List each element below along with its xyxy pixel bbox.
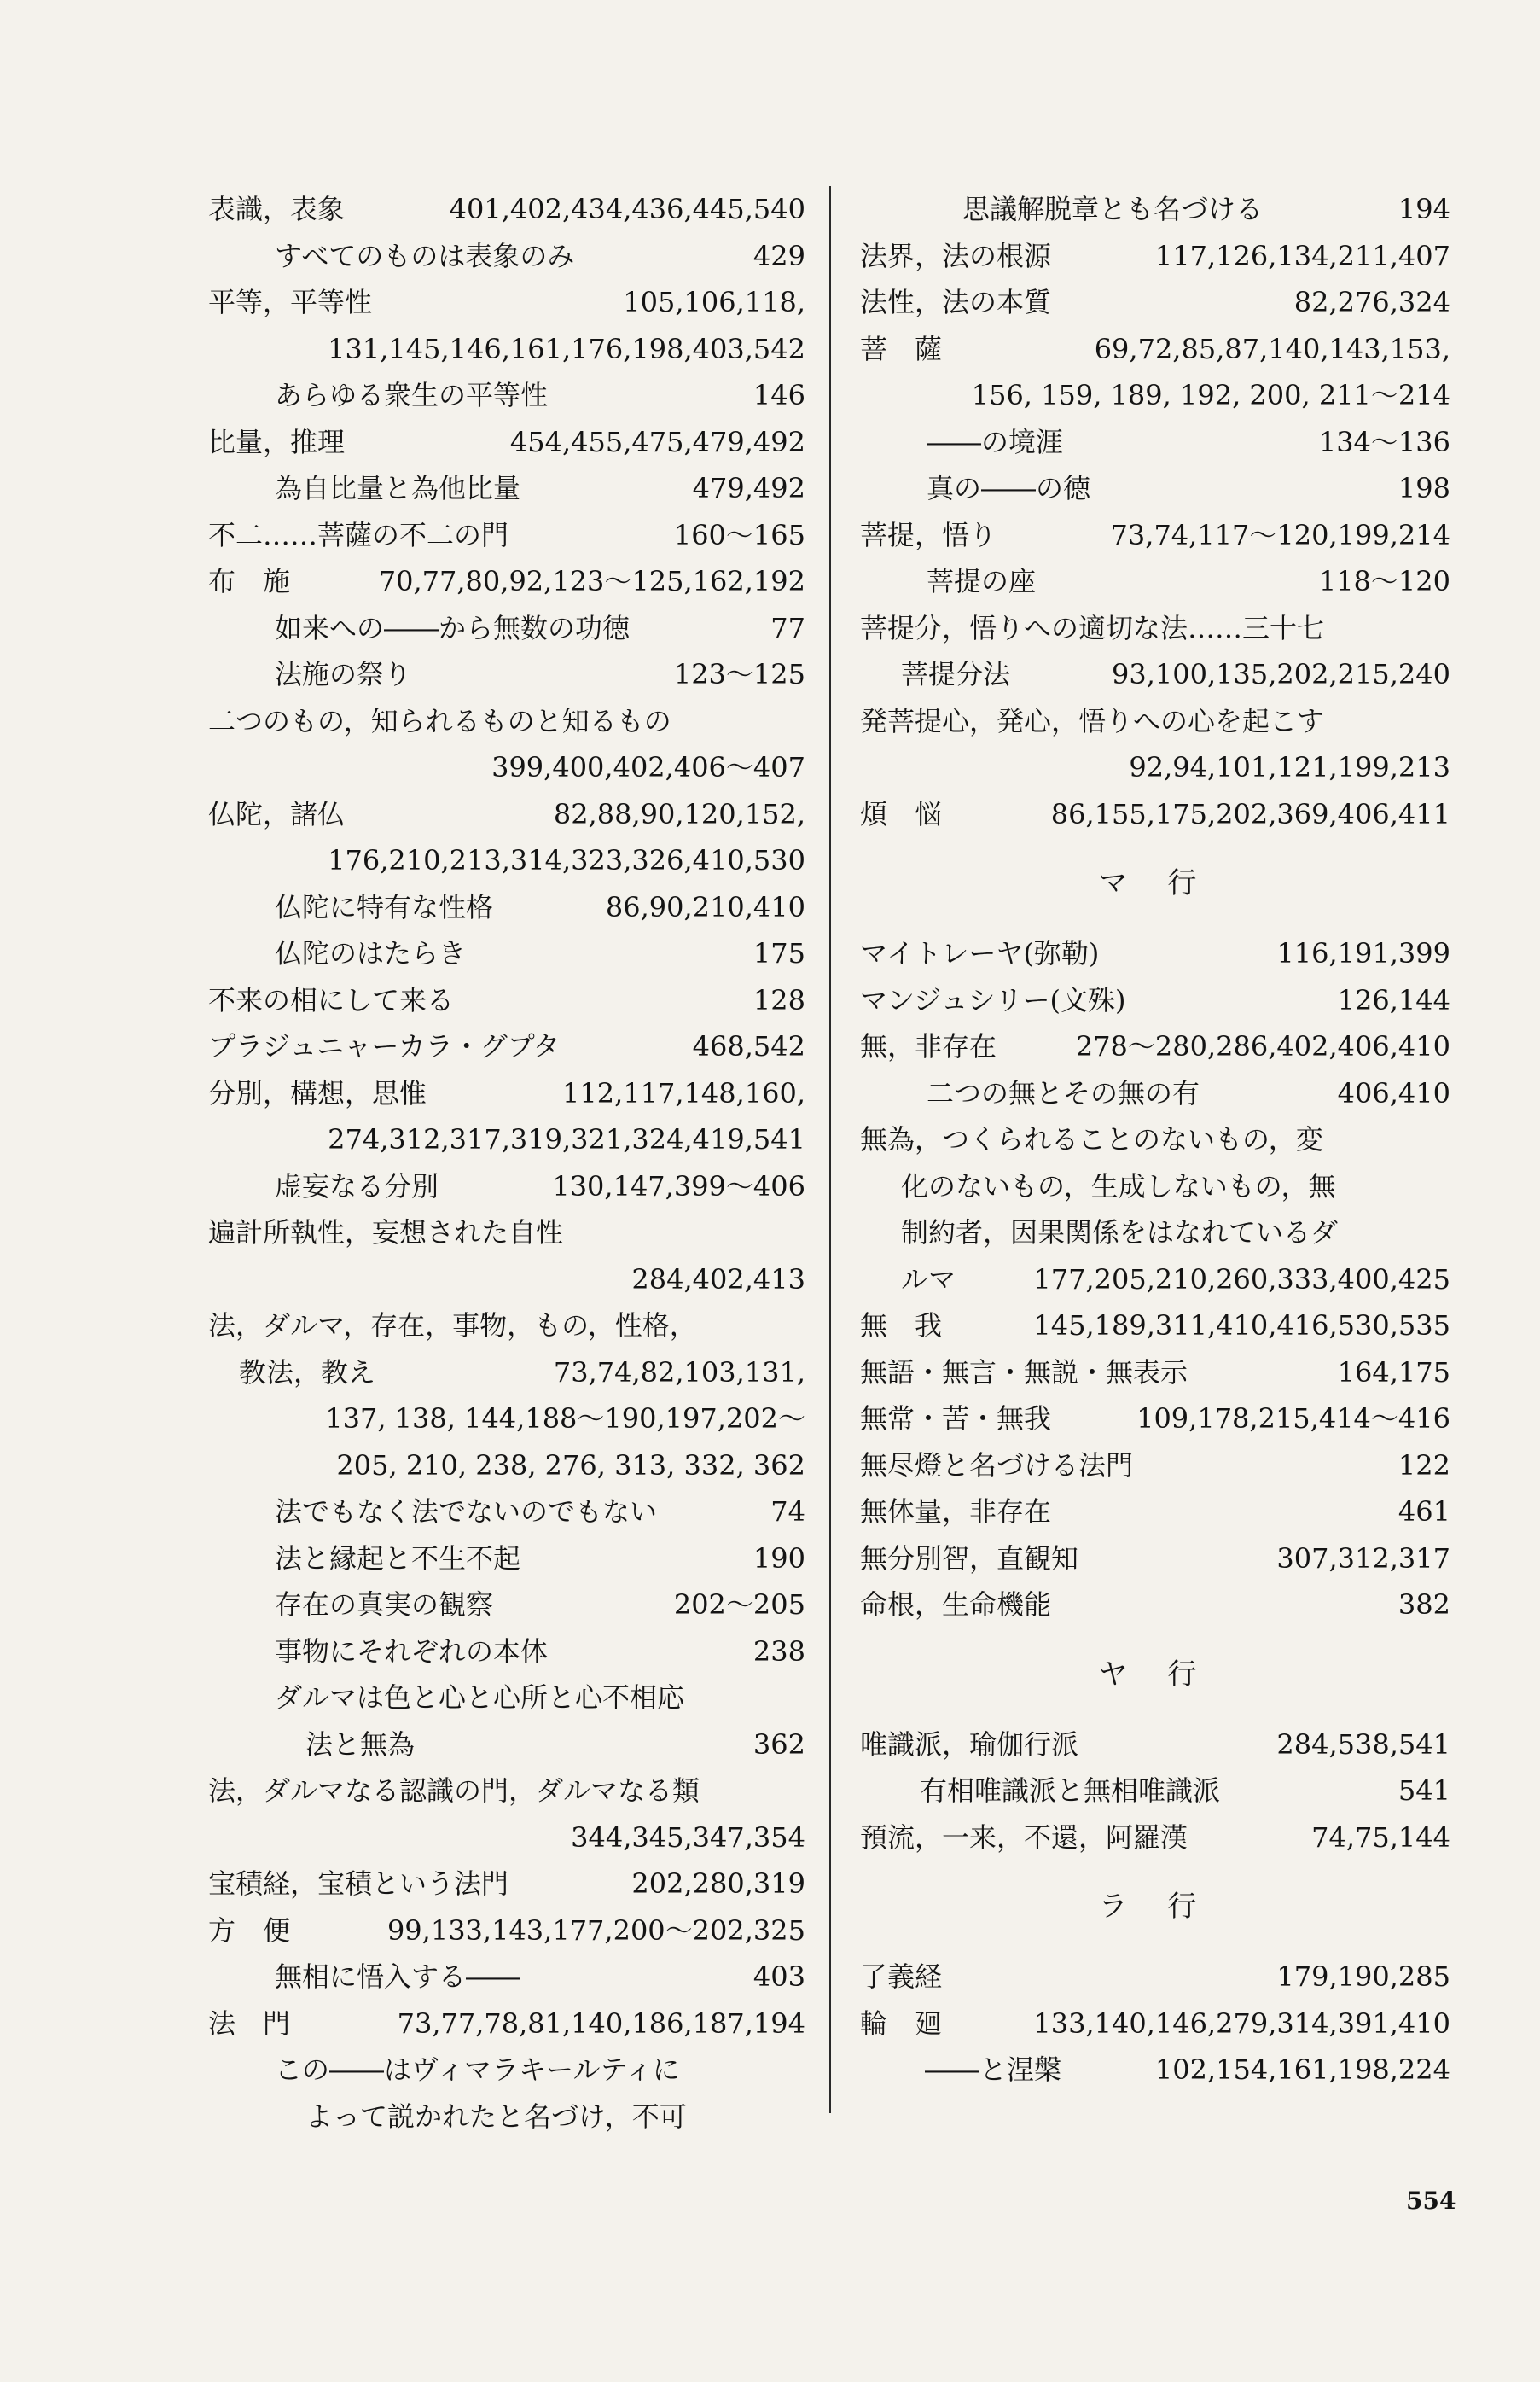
page-refs: 73,74,82,103,131, bbox=[553, 1355, 805, 1389]
index-term: 法でもなく法でないのでもない bbox=[275, 1495, 658, 1528]
index-term: 宝積経，宝積という法門 bbox=[208, 1867, 509, 1900]
index-entry bbox=[860, 279, 1450, 326]
index-term: ルマ bbox=[901, 1262, 956, 1296]
page-refs: 131,145,146,161,176,198,403,542 bbox=[328, 332, 805, 365]
index-term: ――の境涯 bbox=[927, 425, 1064, 458]
index-entry bbox=[208, 1023, 805, 1070]
page-refs: 74 bbox=[770, 1495, 805, 1528]
index-entry bbox=[860, 605, 1450, 652]
index-entry bbox=[860, 791, 1450, 838]
index-term: 不二……菩薩の不二の門 bbox=[208, 518, 509, 551]
page-refs: 156, 159, 189, 192, 200, 211〜214 bbox=[971, 379, 1450, 411]
page-refs: 202〜205 bbox=[673, 1588, 805, 1621]
index-entry bbox=[208, 2001, 805, 2047]
index-entry bbox=[208, 1861, 805, 1907]
index-entry bbox=[860, 1768, 1450, 1814]
index-entry bbox=[208, 2047, 805, 2094]
index-entry bbox=[208, 698, 805, 745]
index-entry bbox=[860, 233, 1450, 280]
index-entry bbox=[860, 744, 1450, 791]
index-column-left bbox=[208, 186, 805, 2140]
index-term: 煩 悩 bbox=[860, 797, 943, 830]
index-entry bbox=[860, 1070, 1450, 1117]
index-entry bbox=[860, 1302, 1450, 1349]
page-refs: 307,312,317 bbox=[1276, 1541, 1450, 1575]
page-refs: 137, 138, 144,188〜190,197,202〜 bbox=[325, 1402, 805, 1435]
index-term: 菩 薩 bbox=[860, 332, 943, 365]
index-term: 仏陀のはたらき bbox=[275, 937, 467, 970]
index-term: 了義経 bbox=[860, 1960, 943, 1993]
page-refs: 99,133,143,177,200〜202,325 bbox=[386, 1913, 805, 1947]
index-term: 分別，構想，思惟 bbox=[208, 1076, 427, 1109]
index-term: 遍計所執性，妄想された自性 bbox=[208, 1216, 564, 1249]
index-entry bbox=[208, 1581, 805, 1628]
index-entry bbox=[860, 1721, 1450, 1768]
index-entry bbox=[208, 419, 805, 466]
index-entry bbox=[208, 1814, 805, 1861]
page-refs: 105,106,118, bbox=[623, 286, 805, 318]
index-entry bbox=[860, 1395, 1450, 1442]
page-refs: 102,154,161,198,224 bbox=[1154, 2053, 1450, 2086]
page-refs: 92,94,101,121,199,213 bbox=[1129, 751, 1450, 783]
page-refs: 179,190,285 bbox=[1276, 1960, 1450, 1993]
page-refs: 86,90,210,410 bbox=[605, 890, 805, 923]
page-refs: 401,402,434,436,445,540 bbox=[449, 193, 805, 225]
index-term: すべてのものは表象のみ bbox=[275, 239, 575, 272]
page-refs: 429 bbox=[753, 239, 805, 272]
page-refs: 344,345,347,354 bbox=[571, 1820, 805, 1854]
index-term: 法と無為 bbox=[305, 1727, 416, 1761]
index-term: 唯識派，瑜伽行派 bbox=[860, 1727, 1079, 1761]
page-refs: 479,492 bbox=[692, 472, 805, 504]
index-entry bbox=[860, 698, 1450, 745]
index-entry bbox=[208, 2094, 805, 2140]
index-entry bbox=[208, 1907, 805, 1954]
page-refs: 190 bbox=[753, 1541, 805, 1575]
index-entry bbox=[208, 326, 805, 373]
index-term: 法界，法の根源 bbox=[860, 239, 1052, 272]
index-entry bbox=[860, 1209, 1450, 1256]
index-entry bbox=[860, 465, 1450, 512]
index-term: 教法，教え bbox=[239, 1355, 376, 1389]
index-entry bbox=[208, 1488, 805, 1535]
page-refs: 278〜280,286,402,406,410 bbox=[1075, 1030, 1450, 1063]
index-term: 法施の祭り bbox=[275, 658, 412, 690]
index-entry bbox=[860, 326, 1450, 373]
index-entry bbox=[208, 1349, 805, 1396]
index-term: 菩提，悟り bbox=[860, 518, 997, 551]
index-term: 化のないもの，生成しないもの，無 bbox=[901, 1169, 1336, 1203]
index-entry bbox=[208, 1721, 805, 1768]
index-entry bbox=[208, 744, 805, 791]
index-term: 菩提分法 bbox=[901, 658, 1011, 690]
page-refs: 123〜125 bbox=[673, 658, 805, 690]
page-refs: 164,175 bbox=[1337, 1355, 1450, 1389]
index-entry bbox=[860, 1581, 1450, 1628]
index-term: 法性，法の本質 bbox=[860, 286, 1052, 318]
index-term: 事物にそれぞれの本体 bbox=[275, 1634, 549, 1668]
index-entry bbox=[208, 279, 805, 326]
index-term: 二つのもの，知られるものと知るもの bbox=[208, 704, 671, 737]
section-heading: ヤ 行 bbox=[1098, 1657, 1212, 1692]
index-entry bbox=[208, 1628, 805, 1675]
page-refs: 382 bbox=[1398, 1588, 1450, 1621]
index-term: 存在の真実の観察 bbox=[275, 1588, 494, 1621]
page-refs: 70,77,80,92,123〜125,162,192 bbox=[378, 565, 805, 597]
page-refs: 145,189,311,410,416,530,535 bbox=[1033, 1309, 1450, 1342]
index-term: 預流，一来，不還，阿羅漢 bbox=[860, 1820, 1188, 1854]
section-heading: ラ 行 bbox=[1098, 1890, 1212, 1924]
index-term: 法と縁起と不生不起 bbox=[275, 1541, 521, 1575]
index-column-right bbox=[860, 186, 1450, 2094]
index-entry bbox=[208, 186, 805, 233]
index-term: プラジュニャーカラ・グプタ bbox=[208, 1030, 561, 1063]
index-entry bbox=[208, 1768, 805, 1814]
page-refs: 176,210,213,314,323,326,410,530 bbox=[328, 844, 805, 877]
page-refs: 118〜120 bbox=[1318, 565, 1450, 597]
page-number: 554 bbox=[1406, 2187, 1456, 2215]
index-entry bbox=[208, 1163, 805, 1210]
index-entry bbox=[860, 1954, 1450, 2001]
index-entry bbox=[208, 1116, 805, 1163]
index-term: 無体量，非存在 bbox=[860, 1495, 1052, 1528]
index-entry bbox=[208, 1442, 805, 1489]
index-term: 二つの無とその無の有 bbox=[927, 1076, 1200, 1109]
index-entry bbox=[208, 1302, 805, 1349]
index-term: 発菩提心，発心，悟りへの心を起こす bbox=[860, 704, 1325, 737]
index-term: 比量，推理 bbox=[208, 425, 346, 458]
index-term: ――と涅槃 bbox=[925, 2053, 1062, 2086]
index-term: 無 我 bbox=[860, 1309, 943, 1342]
index-entry bbox=[860, 419, 1450, 466]
column-divider bbox=[829, 186, 831, 2113]
index-entry bbox=[208, 837, 805, 884]
index-term: 表識，表象 bbox=[208, 193, 346, 225]
index-term: よって説かれたと名づけ，不可 bbox=[305, 2100, 687, 2133]
page-refs: 69,72,85,87,140,143,153, bbox=[1094, 332, 1450, 365]
index-term: 菩提の座 bbox=[927, 565, 1037, 597]
page-refs: 175 bbox=[753, 937, 805, 970]
page-refs: 122 bbox=[1398, 1448, 1450, 1482]
index-term: 法 門 bbox=[208, 2006, 291, 2040]
page-refs: 109,178,215,414〜416 bbox=[1136, 1402, 1450, 1435]
page-refs: 406,410 bbox=[1337, 1076, 1450, 1109]
index-term: 無尽燈と名づける法門 bbox=[860, 1448, 1134, 1482]
index-entry bbox=[208, 1954, 805, 2001]
page-refs: 86,155,175,202,369,406,411 bbox=[1050, 797, 1450, 830]
index-entry bbox=[208, 1209, 805, 1256]
index-entry bbox=[208, 1674, 805, 1721]
index-entry bbox=[860, 2001, 1450, 2047]
index-entry bbox=[860, 651, 1450, 698]
index-entry bbox=[208, 1070, 805, 1117]
page-refs: 112,117,148,160, bbox=[562, 1076, 805, 1109]
index-term: 無，非存在 bbox=[860, 1030, 997, 1063]
index-term: 菩提分，悟りへの適切な法……三十七 bbox=[860, 611, 1325, 644]
index-term: 平等，平等性 bbox=[208, 286, 373, 318]
page-refs: 362 bbox=[753, 1727, 805, 1761]
page-refs: 202,280,319 bbox=[631, 1867, 805, 1900]
index-entry bbox=[208, 233, 805, 280]
index-entry bbox=[208, 558, 805, 605]
page-refs: 177,205,210,260,333,400,425 bbox=[1033, 1262, 1450, 1296]
page-refs: 468,542 bbox=[692, 1030, 805, 1063]
index-entry bbox=[208, 605, 805, 652]
index-term: 布 施 bbox=[208, 565, 291, 597]
page-refs: 238 bbox=[753, 1634, 805, 1668]
index-term: 輪 廻 bbox=[860, 2006, 943, 2040]
index-term: ダルマは色と心と心所と心不相応 bbox=[275, 1681, 685, 1714]
page-refs: 403 bbox=[753, 1960, 805, 1993]
page-refs: 205, 210, 238, 276, 313, 332, 362 bbox=[336, 1448, 805, 1482]
index-term: 法，ダルマなる認識の門，ダルマなる類 bbox=[208, 1774, 700, 1807]
page-refs: 93,100,135,202,215,240 bbox=[1112, 658, 1450, 690]
page-refs: 134〜136 bbox=[1318, 425, 1450, 458]
page-refs: 274,312,317,319,321,324,419,541 bbox=[328, 1123, 805, 1156]
page-refs: 194 bbox=[1398, 193, 1450, 225]
index-term: 無常・苦・無我 bbox=[860, 1402, 1052, 1435]
page-refs: 133,140,146,279,314,391,410 bbox=[1033, 2006, 1450, 2040]
index-term: 無為，つくられることのないもの，変 bbox=[860, 1123, 1323, 1156]
index-term: 思議解脱章とも名づける bbox=[962, 193, 1264, 225]
index-term: 命根，生命機能 bbox=[860, 1588, 1052, 1621]
index-entry bbox=[860, 930, 1450, 977]
page-refs: 74,75,144 bbox=[1311, 1820, 1450, 1854]
index-entry bbox=[208, 372, 805, 419]
index-entry bbox=[208, 1256, 805, 1303]
page-refs: 82,88,90,120,152, bbox=[553, 797, 805, 830]
page-refs: 116,191,399 bbox=[1276, 937, 1450, 970]
page-refs: 130,147,399〜406 bbox=[552, 1169, 805, 1203]
page-refs: 454,455,475,479,492 bbox=[509, 425, 805, 458]
index-entry bbox=[860, 1023, 1450, 1070]
index-term: 為自比量と為他比量 bbox=[275, 472, 521, 504]
index-entry bbox=[860, 1256, 1450, 1303]
index-term: 制約者，因果関係をはなれているダ bbox=[901, 1216, 1339, 1249]
index-entry bbox=[860, 1442, 1450, 1489]
index-term: マイトレーヤ(弥勒) bbox=[860, 937, 1100, 970]
page-refs: 117,126,134,211,407 bbox=[1154, 239, 1450, 272]
index-term: 有相唯識派と無相唯識派 bbox=[920, 1774, 1221, 1807]
index-entry bbox=[860, 512, 1450, 559]
index-entry bbox=[860, 1814, 1450, 1861]
page-refs: 73,77,78,81,140,186,187,194 bbox=[397, 2006, 805, 2040]
index-entry bbox=[860, 977, 1450, 1024]
page-refs: 82,276,324 bbox=[1293, 286, 1450, 318]
index-term: 虚妄なる分別 bbox=[275, 1169, 439, 1203]
index-entry bbox=[860, 1535, 1450, 1582]
index-entry bbox=[860, 558, 1450, 605]
page-refs: 399,400,402,406〜407 bbox=[491, 751, 805, 783]
page-refs: 284,402,413 bbox=[631, 1262, 805, 1296]
page-refs: 198 bbox=[1398, 472, 1450, 504]
index-entry bbox=[208, 930, 805, 977]
index-entry bbox=[208, 977, 805, 1024]
index-entry bbox=[208, 1395, 805, 1442]
index-term: マンジュシリー(文殊) bbox=[860, 983, 1126, 1016]
page-refs: 160〜165 bbox=[673, 518, 805, 551]
page-refs: 541 bbox=[1398, 1774, 1450, 1807]
page-refs: 126,144 bbox=[1337, 983, 1450, 1016]
index-entry bbox=[208, 512, 805, 559]
page-refs: 146 bbox=[753, 379, 805, 411]
index-entry bbox=[860, 372, 1450, 419]
index-entry bbox=[860, 1488, 1450, 1535]
index-entry bbox=[208, 1535, 805, 1582]
index-term: 仏陀に特有な性格 bbox=[275, 890, 494, 923]
index-term: 如来への――から無数の功徳 bbox=[275, 611, 631, 644]
page-refs: 77 bbox=[770, 611, 805, 644]
index-term: 方 便 bbox=[208, 1913, 291, 1947]
index-entry bbox=[860, 1163, 1450, 1210]
index-entry bbox=[860, 1116, 1450, 1163]
page-refs: 128 bbox=[753, 983, 805, 1016]
index-entry bbox=[208, 884, 805, 931]
index-entry bbox=[860, 2047, 1450, 2094]
index-term: あらゆる衆生の平等性 bbox=[275, 379, 549, 411]
index-term: 法，ダルマ，存在，事物，もの，性格， bbox=[208, 1309, 697, 1342]
index-entry bbox=[860, 186, 1450, 233]
index-entry bbox=[208, 651, 805, 698]
page-refs: 284,538,541 bbox=[1276, 1727, 1450, 1761]
section-heading: マ 行 bbox=[1098, 866, 1212, 900]
index-entry bbox=[860, 1349, 1450, 1396]
page-refs: 73,74,117〜120,199,214 bbox=[1110, 518, 1450, 551]
index-term: 仏陀，諸仏 bbox=[208, 797, 346, 830]
page-refs: 461 bbox=[1398, 1495, 1450, 1528]
index-term: 不来の相にして来る bbox=[208, 983, 455, 1016]
index-entry bbox=[208, 465, 805, 512]
index-term: この――はヴィマラキールティに bbox=[275, 2053, 680, 2086]
index-term: 無分別智，直観知 bbox=[860, 1541, 1079, 1575]
index-term: 無語・無言・無説・無表示 bbox=[860, 1355, 1188, 1389]
index-term: 真の――の徳 bbox=[927, 472, 1091, 504]
index-entry bbox=[208, 791, 805, 838]
index-term: 無相に悟入する―― bbox=[275, 1960, 521, 1993]
